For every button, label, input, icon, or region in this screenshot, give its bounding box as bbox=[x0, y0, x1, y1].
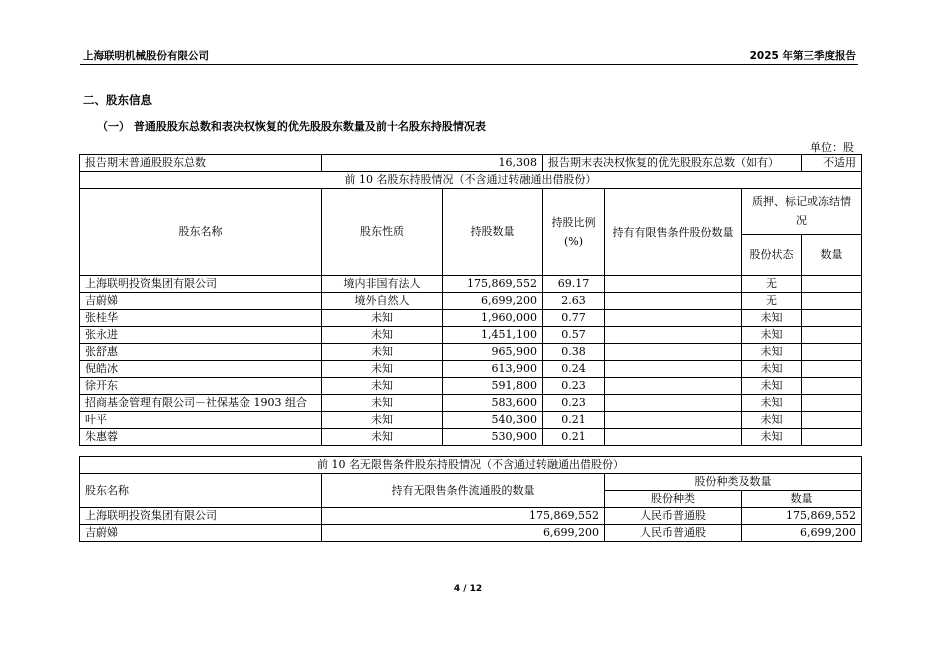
shareholder-shares: 1,960,000 bbox=[443, 310, 543, 327]
shareholder-name: 招商基金管理有限公司－社保基金 1903 组合 bbox=[80, 395, 322, 412]
shareholder-ratio: 0.23 bbox=[543, 378, 605, 395]
table-row bbox=[80, 327, 862, 344]
shareholder-nature: 境外自然人 bbox=[322, 293, 443, 310]
pledge-status: 未知 bbox=[742, 429, 802, 446]
table-row bbox=[80, 429, 862, 446]
shareholder-nature: 境内非国有法人 bbox=[322, 276, 443, 293]
shareholder-ratio: 0.23 bbox=[543, 395, 605, 412]
pledge-qty bbox=[802, 344, 862, 361]
summary-row bbox=[80, 155, 862, 172]
unrestricted-title-row bbox=[80, 457, 862, 474]
restricted-shares bbox=[605, 344, 742, 361]
u-col-header-name: 股东名称 bbox=[80, 474, 322, 508]
share-count: 175,869,552 bbox=[742, 508, 862, 525]
shareholder-name: 张永进 bbox=[80, 327, 322, 344]
restricted-shares bbox=[605, 429, 742, 446]
pledge-status: 未知 bbox=[742, 378, 802, 395]
restricted-shares bbox=[605, 276, 742, 293]
shareholder-ratio: 0.21 bbox=[543, 429, 605, 446]
table-row bbox=[80, 344, 862, 361]
shareholder-name: 徐开东 bbox=[80, 378, 322, 395]
pledge-status: 未知 bbox=[742, 327, 802, 344]
common-total-value: 16,308 bbox=[322, 155, 543, 172]
restricted-shares bbox=[605, 327, 742, 344]
restricted-shares bbox=[605, 395, 742, 412]
shareholder-shares: 965,900 bbox=[443, 344, 543, 361]
shareholder-ratio: 0.24 bbox=[543, 361, 605, 378]
unrestricted-table bbox=[79, 456, 862, 542]
shareholder-name: 吉蔚娣 bbox=[80, 293, 322, 310]
restricted-shares bbox=[605, 412, 742, 429]
top10-header-row bbox=[80, 189, 862, 235]
pledge-status: 无 bbox=[742, 293, 802, 310]
pledge-qty bbox=[802, 276, 862, 293]
header-company: 上海联明机械股份有限公司 bbox=[83, 50, 209, 62]
header-report-title: 2025 年第三季度报告 bbox=[749, 50, 856, 62]
pledge-qty bbox=[802, 293, 862, 310]
pledge-qty bbox=[802, 412, 862, 429]
table-row bbox=[80, 276, 862, 293]
col-header-pledge: 质押、标记或冻结情况 bbox=[742, 189, 862, 235]
col-header-ratio: 持股比例 (%) bbox=[543, 189, 605, 276]
pledge-status: 未知 bbox=[742, 412, 802, 429]
shareholder-shares: 583,600 bbox=[443, 395, 543, 412]
unrestricted-name: 上海联明投资集团有限公司 bbox=[80, 508, 322, 525]
unit-label: 单位：股 bbox=[810, 141, 854, 154]
col-header-pledge-qty: 数量 bbox=[802, 234, 862, 275]
shareholder-name: 朱惠蓉 bbox=[80, 429, 322, 446]
page-number: 4 / 12 bbox=[453, 584, 483, 594]
restricted-shares bbox=[605, 310, 742, 327]
u-col-header-qty: 持有无限售条件流通股的数量 bbox=[322, 474, 605, 508]
table-row bbox=[80, 310, 862, 327]
unrestricted-qty: 6,699,200 bbox=[322, 525, 605, 542]
restricted-shares bbox=[605, 361, 742, 378]
pledge-qty bbox=[802, 310, 862, 327]
top10-body bbox=[80, 276, 862, 446]
shareholder-ratio: 0.57 bbox=[543, 327, 605, 344]
shareholder-name: 上海联明投资集团有限公司 bbox=[80, 276, 322, 293]
unrestricted-title: 前 10 名无限售条件股东持股情况（不含通过转融通出借股份） bbox=[80, 457, 862, 474]
pledge-qty bbox=[802, 395, 862, 412]
pref-total-label: 报告期末表决权恢复的优先股股东总数（如有） bbox=[543, 155, 802, 172]
pledge-qty bbox=[802, 429, 862, 446]
common-total-label: 报告期末普通股股东总数 bbox=[80, 155, 322, 172]
shareholder-shares: 591,800 bbox=[443, 378, 543, 395]
shareholder-name: 张桂华 bbox=[80, 310, 322, 327]
top10-title: 前 10 名股东持股情况（不含通过转融通出借股份） bbox=[80, 172, 862, 189]
table-row bbox=[80, 395, 862, 412]
col-header-pledge-status: 股份状态 bbox=[742, 234, 802, 275]
pledge-status: 未知 bbox=[742, 361, 802, 378]
restricted-shares bbox=[605, 293, 742, 310]
shareholder-nature: 未知 bbox=[322, 310, 443, 327]
shareholder-name: 张舒惠 bbox=[80, 344, 322, 361]
unrestricted-qty: 175,869,552 bbox=[322, 508, 605, 525]
pledge-qty bbox=[802, 378, 862, 395]
table-row bbox=[80, 508, 862, 525]
u-col-header-type-group: 股份种类及数量 bbox=[605, 474, 862, 491]
table-row bbox=[80, 378, 862, 395]
pref-total-value: 不适用 bbox=[802, 155, 862, 172]
subsection-title: （一） 普通股股东总数和表决权恢复的优先股股东数量及前十名股东持股情况表 bbox=[97, 120, 486, 133]
shareholder-shares: 6,699,200 bbox=[443, 293, 543, 310]
pledge-status: 无 bbox=[742, 276, 802, 293]
pledge-status: 未知 bbox=[742, 344, 802, 361]
col-header-nature: 股东性质 bbox=[322, 189, 443, 276]
pledge-qty bbox=[802, 361, 862, 378]
restricted-shares bbox=[605, 378, 742, 395]
unrestricted-body bbox=[80, 508, 862, 542]
unrestricted-name: 吉蔚娣 bbox=[80, 525, 322, 542]
share-count: 6,699,200 bbox=[742, 525, 862, 542]
shareholder-nature: 未知 bbox=[322, 429, 443, 446]
shareholder-shares: 530,900 bbox=[443, 429, 543, 446]
shareholder-shares: 175,869,552 bbox=[443, 276, 543, 293]
top10-title-row bbox=[80, 172, 862, 189]
shareholder-nature: 未知 bbox=[322, 327, 443, 344]
unrestricted-header-row bbox=[80, 474, 862, 491]
shareholder-shares: 613,900 bbox=[443, 361, 543, 378]
shareholder-ratio: 0.38 bbox=[543, 344, 605, 361]
shareholder-nature: 未知 bbox=[322, 361, 443, 378]
header-divider bbox=[80, 64, 858, 65]
u-col-header-type: 股份种类 bbox=[605, 491, 742, 508]
shareholder-shares: 540,300 bbox=[443, 412, 543, 429]
table-row bbox=[80, 293, 862, 310]
shareholder-name: 倪皓冰 bbox=[80, 361, 322, 378]
col-header-shares: 持股数量 bbox=[443, 189, 543, 276]
shareholder-ratio: 0.21 bbox=[543, 412, 605, 429]
col-header-name: 股东名称 bbox=[80, 189, 322, 276]
table-row bbox=[80, 525, 862, 542]
shareholder-nature: 未知 bbox=[322, 378, 443, 395]
shareholder-nature: 未知 bbox=[322, 344, 443, 361]
shareholder-ratio: 69.17 bbox=[543, 276, 605, 293]
table-row bbox=[80, 361, 862, 378]
u-col-header-count: 数量 bbox=[742, 491, 862, 508]
shareholder-table bbox=[79, 154, 862, 446]
pledge-qty bbox=[802, 327, 862, 344]
col-header-restricted: 持有有限售条件股份数量 bbox=[605, 189, 742, 276]
shareholder-name: 叶平 bbox=[80, 412, 322, 429]
table-row bbox=[80, 412, 862, 429]
shareholder-nature: 未知 bbox=[322, 395, 443, 412]
shareholder-shares: 1,451,100 bbox=[443, 327, 543, 344]
shareholder-ratio: 0.77 bbox=[543, 310, 605, 327]
pledge-status: 未知 bbox=[742, 395, 802, 412]
share-type: 人民币普通股 bbox=[605, 508, 742, 525]
share-type: 人民币普通股 bbox=[605, 525, 742, 542]
shareholder-ratio: 2.63 bbox=[543, 293, 605, 310]
section-title: 二、股东信息 bbox=[83, 93, 152, 107]
shareholder-nature: 未知 bbox=[322, 412, 443, 429]
pledge-status: 未知 bbox=[742, 310, 802, 327]
